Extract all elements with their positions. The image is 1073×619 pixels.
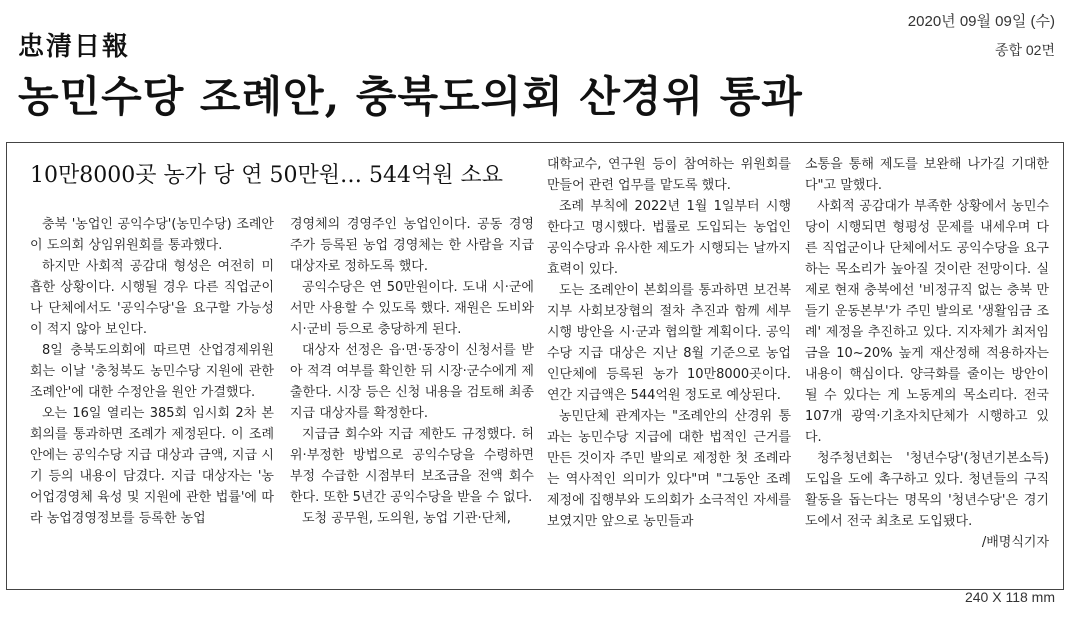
page-section: 종합 02면 <box>994 42 1055 58</box>
paragraph: 공익수당은 연 50만원이다. 도내 시·군에서만 사용할 수 있도록 했다. 재원은 도비와 시·군비 등으로 충당하게 된다. <box>290 280 534 337</box>
article-headline: 농민수당 조례안, 충북도의회 산경위 통과 <box>18 72 803 121</box>
article-column-4 <box>805 154 1049 553</box>
paragraph: 경영체의 경영주인 농업인이다. 공동 경영주가 등록된 농업 경영체는 한 사람을 지급 대상자로 정하도록 했다. <box>290 217 534 274</box>
publication-date: 2020년 09월 09일 (수) <box>907 13 1055 30</box>
paragraph: 충북 '농업인 공익수당'(농민수당) 조례안이 도의회 상임위원회를 통과했다. <box>30 217 274 253</box>
clipping-size-note: 240 X 118 mm <box>964 589 1055 605</box>
paragraph: 8일 충북도의회에 따르면 산업경제위원회는 이날 '충청북도 농민수당 지원에 관한 조례안'에 대한 수정안을 원안 가결했다. <box>30 343 274 400</box>
paragraph: 소통을 통해 제도를 보완해 나가길 기대한다"고 말했다. <box>805 157 1049 193</box>
article-column-3 <box>547 154 791 532</box>
newspaper-logo: 忠清日報 <box>18 32 131 62</box>
article-column-1 <box>30 214 274 529</box>
paragraph: 농민단체 관계자는 "조례안의 산경위 통과는 농민수당 지급에 대한 법적인 근거를 만든 것이자 주민 발의로 제정한 첫 조례라는 역사적인 의미가 있다"며 "그동안 조례 제정에 집행부와 도의회가 소극적인 자세를 보였지만 앞으로 농민들과 <box>547 409 791 529</box>
reporter-byline: /배명식기자 <box>981 535 1049 550</box>
paragraph: 오는 16일 열리는 385회 임시회 2차 본회의를 통과하면 조례가 제정된다. 이 조례안에는 공익수당 지급 대상과 금액, 지급 시기 등의 내용이 담겼다. 지급 대상자는 '농어업경영체 육성 및 지원에 관한 법률'에 따라 농업경영정보를 등록한 농업 <box>30 406 274 526</box>
paragraph: 하지만 사회적 공감대 형성은 여전히 미흡한 상황이다. 시행될 경우 다른 직업군이나 단체에서도 '공익수당'을 요구할 가능성이 적지 않아 보인다. <box>30 259 274 337</box>
paragraph: 청주청년회는 '청년수당'(청년기본소득) 도입을 도에 촉구하고 있다. 청년들의 구직활동을 돕는다는 명목의 '청년수당'은 경기도에서 전국 최초로 도입됐다. <box>805 451 1049 529</box>
paragraph: 지급금 회수와 지급 제한도 규정했다. 허위·부정한 방법으로 공익수당을 수령하면 부정 수급한 시점부터 보조금을 전액 회수한다. 또한 5년간 공익수당을 받을 수 없다. <box>290 427 534 505</box>
article-column-2 <box>290 214 534 529</box>
paragraph: 사회적 공감대가 부족한 상황에서 농민수당이 시행되면 형평성 문제를 내세우며 다른 직업군이나 단체에서도 공익수당을 요구하는 목소리가 높아질 것이란 전망이다. 실제로 현재 충북에선 '비정규직 없는 충북 만들기 운동본부'가 주민 발의로 '생활임금 조례' 제정을 추진하고 있다. 지자체가 최저임금을 10~20% 높게 재산정해 적용하자는 내용이 핵심이다. 양극화를 줄이는 방안이 될 수 있다는 게 노동계의 목소리다. 전국 107개 광역·기초자치단체가 시행하고 있다. <box>805 199 1049 445</box>
paragraph: 도는 조례안이 본회의를 통과하면 보건복지부 사회보장협의 절차 추진과 함께 세부시행 방안을 시·군과 협의할 계획이다. 공익수당 지급 대상은 지난 8월 기준으로 농업인단체에 등록된 농가 10만8000곳이다. 연간 지급액은 544억원 정도로 예상된다. <box>547 283 791 403</box>
paragraph: 대학교수, 연구원 등이 참여하는 위원회를 만들어 관련 업무를 맡도록 했다. <box>547 157 791 193</box>
paragraph: 조례 부칙에 2022년 1월 1일부터 시행한다고 명시했다. 법률로 도입되는 농업인 공익수당과 유사한 제도가 시행되는 날까지 효력이 있다. <box>547 199 791 277</box>
article-subheadline: 10만8000곳 농가 당 연 50만원… 544억원 소요 <box>30 163 503 188</box>
paragraph: 도청 공무원, 도의원, 농업 기관·단체, <box>302 511 511 526</box>
paragraph: 대상자 선정은 읍·면·동장이 신청서를 받아 적격 여부를 확인한 뒤 시장·군수에게 제출한다. 시장 등은 신청 내용을 검토해 최종 지급 대상자를 확정한다. <box>290 343 534 421</box>
